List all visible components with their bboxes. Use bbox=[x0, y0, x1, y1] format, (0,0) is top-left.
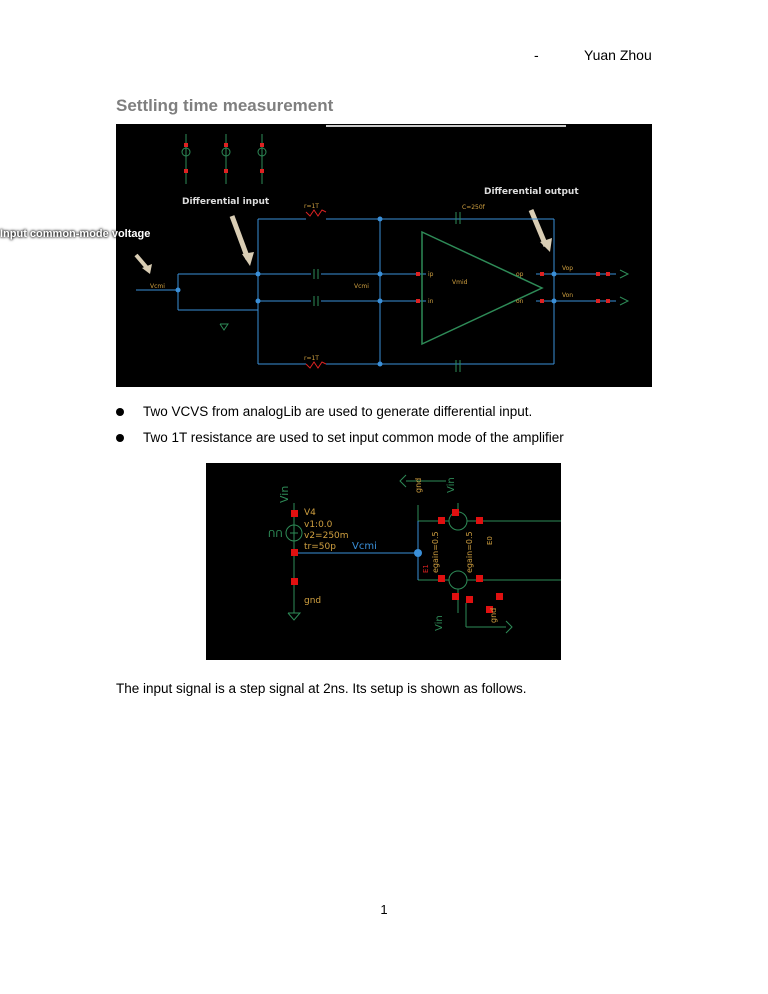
label-tr: tr=50p bbox=[304, 542, 336, 552]
label-gnd1: gnd bbox=[304, 596, 322, 606]
label-vcmi: Vcmi bbox=[150, 283, 165, 290]
schematic-figure-vcvs bbox=[206, 463, 561, 660]
bullet-item: Two VCVS from analogLib are used to generate differential input. bbox=[116, 404, 676, 430]
vcvs-svg bbox=[206, 463, 561, 660]
annotation-diff-input: Differential input bbox=[182, 197, 270, 207]
label-ip: ip bbox=[428, 271, 434, 278]
label-r2: r=1T bbox=[304, 355, 319, 362]
header-dash: - bbox=[534, 47, 539, 63]
label-von: Von bbox=[562, 292, 574, 299]
annotation-diff-output: Differential output bbox=[484, 187, 579, 197]
label-v0: V4 bbox=[304, 508, 316, 518]
label-e1: E1 bbox=[422, 564, 430, 573]
pulse-symbol: ՈՈ bbox=[268, 529, 283, 540]
label-v1: v1:0.0 bbox=[304, 520, 333, 530]
label-op: op bbox=[516, 271, 524, 278]
header-author: Yuan Zhou bbox=[584, 47, 652, 63]
page-number: 1 bbox=[380, 902, 388, 917]
schematic-svg bbox=[116, 124, 652, 387]
schematic-figure-main bbox=[116, 124, 652, 387]
bullet-dot bbox=[116, 434, 124, 442]
label-gnd2: gnd bbox=[414, 477, 423, 493]
label-vcmi: Vcmi bbox=[352, 541, 377, 552]
label-on: on bbox=[516, 298, 524, 305]
bullet-list bbox=[116, 404, 676, 456]
label-vin-right: Vin bbox=[446, 477, 457, 493]
label-in: in bbox=[428, 298, 434, 305]
body-paragraph: The input signal is a step signal at 2ns. Its setup is shown as follows. bbox=[116, 681, 527, 696]
label-e0: E0 bbox=[486, 536, 494, 545]
label-egain2: egain=0.5 bbox=[465, 531, 474, 573]
label-vin-bot: Vin bbox=[434, 615, 445, 631]
label-gnd3: gnd bbox=[489, 607, 498, 623]
section-title: Settling time measurement bbox=[116, 96, 334, 115]
bullet-item: Two 1T resistance are used to set input common mode of the amplifier bbox=[116, 430, 676, 456]
label-cl: C=250f bbox=[462, 204, 485, 211]
label-vop: Vop bbox=[562, 265, 574, 272]
label-egain1: egain=0.5 bbox=[431, 531, 440, 573]
label-vcmi-mid: Vcmi bbox=[354, 283, 369, 290]
bullet-dot bbox=[116, 408, 124, 416]
label-vin-top: Vin bbox=[278, 485, 291, 503]
label-vmid: Vmid bbox=[452, 279, 468, 286]
label-r1: r=1T bbox=[304, 203, 319, 210]
annotation-input-cm: Input common-mode voltage bbox=[0, 228, 151, 240]
label-v2: v2=250m bbox=[304, 531, 349, 541]
